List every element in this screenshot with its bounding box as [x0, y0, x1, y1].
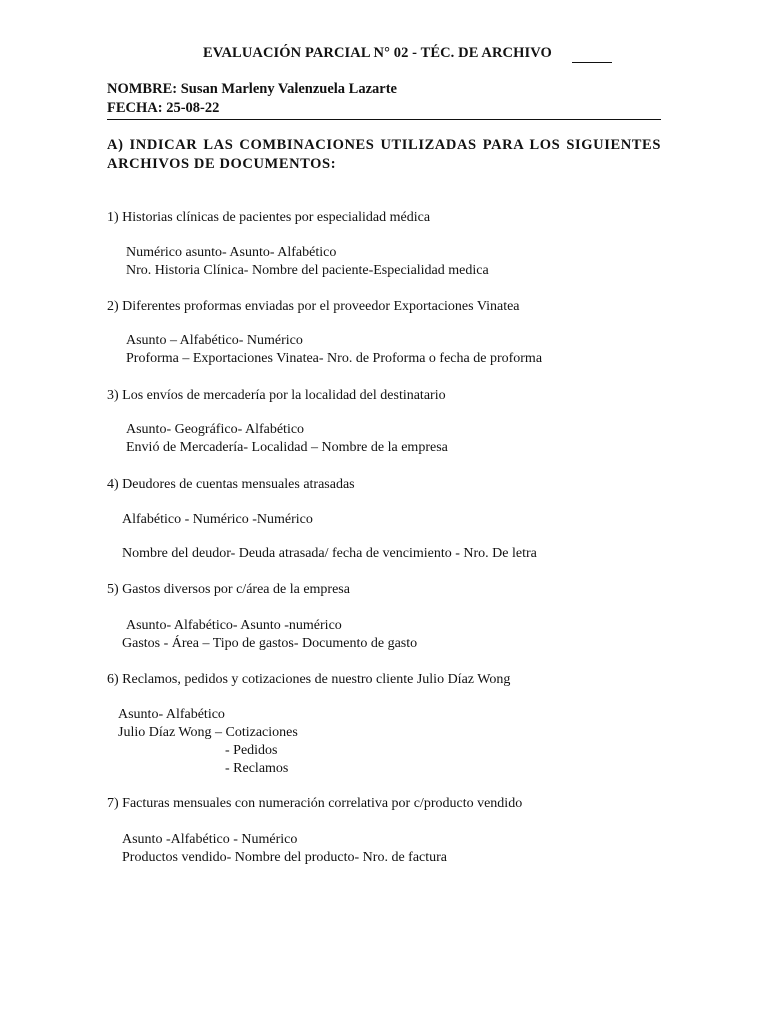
question-6: 6) Reclamos, pedidos y cotizaciones de nuestro cliente Julio Díaz Wong [107, 672, 511, 687]
answer-6-line-3: - Pedidos [225, 743, 278, 758]
answer-3-line-1: Asunto- Geográfico- Alfabético [126, 422, 305, 437]
answer-7-line-2: Productos vendido- Nombre del producto- Nro. de factura [122, 850, 448, 865]
answer-4-line-1: Alfabético - Numérico -Numérico [122, 512, 313, 527]
answer-1-line-2: Nro. Historia Clínica- Nombre del paciente-Especialidad medica [126, 263, 489, 278]
question-4: 4) Deudores de cuentas mensuales atrasadas [107, 477, 355, 492]
answer-5-line-1: Asunto- Alfabético- Asunto -numérico [126, 618, 342, 633]
question-7: 7) Facturas mensuales con numeración correlativa por c/producto vendido [107, 796, 523, 811]
header-divider [107, 119, 661, 120]
title-underline [572, 62, 612, 63]
answer-4-line-2: Nombre del deudor- Deuda atrasada/ fecha de vencimiento - Nro. De letra [122, 546, 537, 561]
answer-5-line-2: Gastos - Área – Tipo de gastos- Documento de gasto [122, 636, 418, 651]
answer-6-line-2: Julio Díaz Wong – Cotizaciones [118, 725, 298, 740]
answer-6-line-1: Asunto- Alfabético [118, 707, 225, 722]
question-3: 3) Los envíos de mercadería por la localidad del destinatario [107, 388, 446, 403]
answer-6-line-4: - Reclamos [225, 761, 289, 776]
question-1: 1) Historias clínicas de pacientes por especialidad médica [107, 210, 431, 225]
answer-2-line-2: Proforma – Exportaciones Vinatea- Nro. de Proforma o fecha de proforma [126, 351, 543, 366]
section-a-heading: A) INDICAR LAS COMBINACIONES UTILIZADAS PARA LOS SIGUIENTES ARCHIVOS DE DOCUMENTOS: [107, 137, 661, 172]
exam-date: FECHA: 25-08-22 [107, 100, 220, 116]
question-5: 5) Gastos diversos por c/área de la empresa [107, 582, 350, 597]
answer-3-line-2: Envió de Mercadería- Localidad – Nombre de la empresa [126, 440, 448, 455]
answer-2-line-1: Asunto – Alfabético- Numérico [126, 333, 303, 348]
student-name: NOMBRE: Susan Marleny Valenzuela Lazarte [107, 81, 397, 97]
question-2: 2) Diferentes proformas enviadas por el proveedor Exportaciones Vinatea [107, 299, 520, 314]
answer-1-line-1: Numérico asunto- Asunto- Alfabético [126, 245, 337, 260]
document-title: EVALUACIÓN PARCIAL N° 02 - TÉC. DE ARCHIVO [203, 45, 552, 61]
answer-7-line-1: Asunto -Alfabético - Numérico [122, 832, 298, 847]
